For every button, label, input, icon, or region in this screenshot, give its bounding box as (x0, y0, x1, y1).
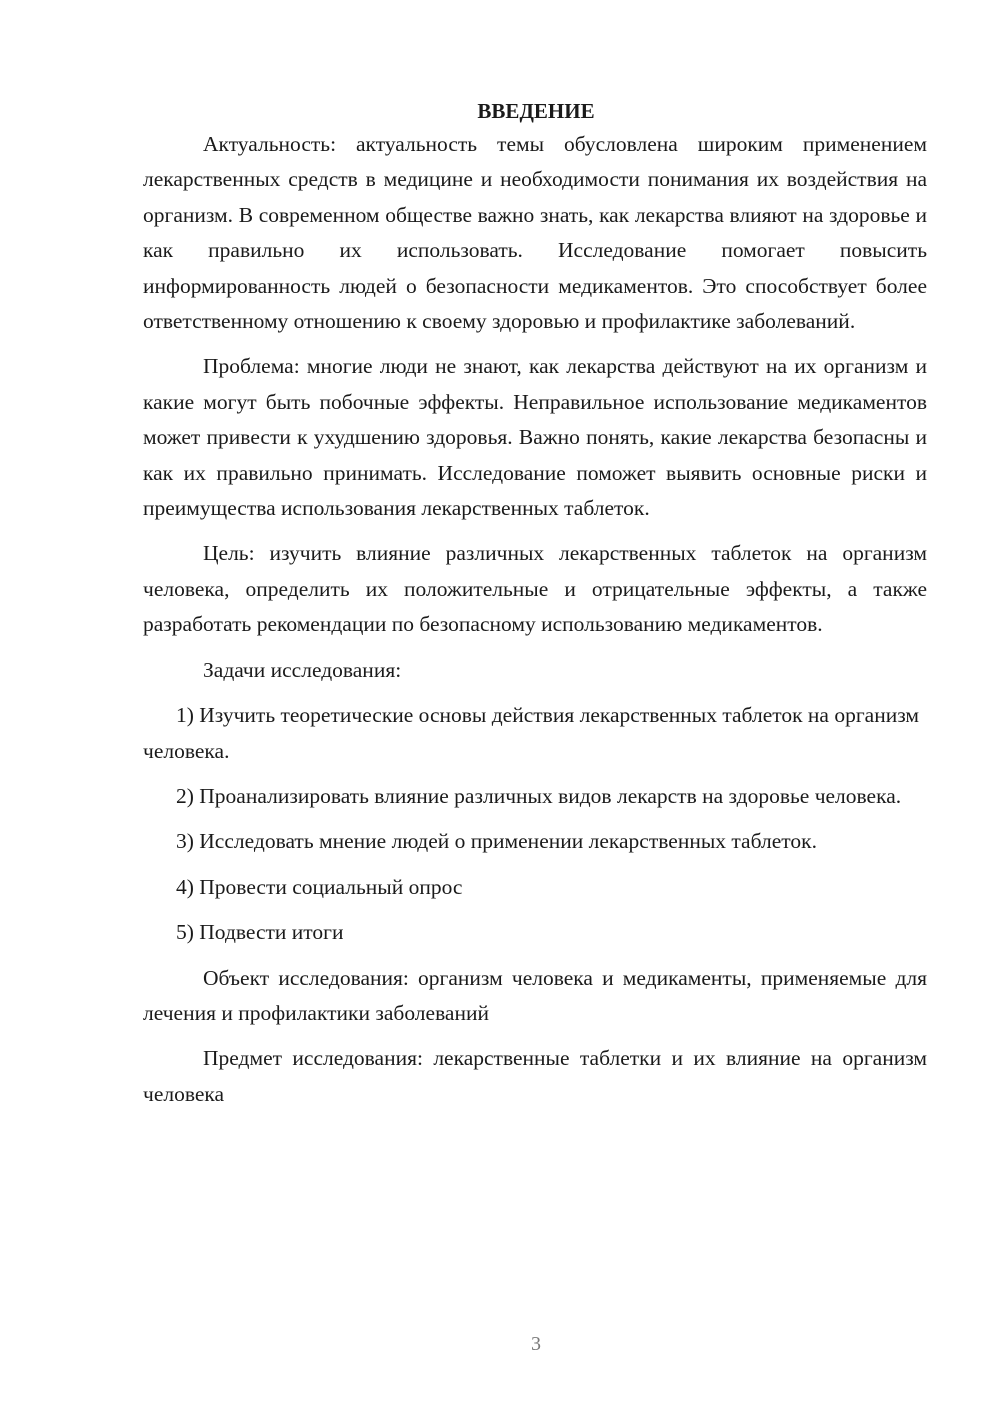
document-page (143, 96, 927, 1122)
task-item: 4) Провести социальный опрос (176, 874, 463, 899)
task-item: 3) Исследовать мнение людей о применении лекарственных таблеток. (176, 829, 817, 854)
task-item: 2) Проанализировать влияние различных видов лекарств на здоровье человека. (176, 783, 902, 808)
subject-paragraph: Предмет исследования: лекарственные таблетки и их влияние на организм человека (143, 1046, 927, 1106)
problem-paragraph: Проблема: многие люди не знают, как лекарства действуют на их организм и какие могут быть побочные эффекты. Неправильное использование медикаментов может привести к ухудшению здоровья. Важно понять, какие лекарства безопасны и как их правильно принимать. Исследование поможет выявить основные риски и преимущества использования лекарственных таблеток. (143, 354, 927, 521)
object-paragraph: Объект исследования: организм человека и медикаменты, применяемые для лечения и профилактики заболеваний (143, 965, 927, 1025)
page-title: ВВЕДЕНИЕ (477, 99, 595, 123)
relevance-paragraph: Актуальность: актуальность темы обусловлена широким применением лекарственных средств в медицине и необходимости понимания их воздействия на организм. В современном обществе важно знать, как лекарства влияют на здоровье и как правильно их использовать. Исследование помогает повысить информированность людей о безопасности медикаментов. Это способствует более ответственному отношению к своему здоровью и профилактике заболеваний. (143, 132, 927, 334)
task-item: 1) Изучить теоретические основы действия лекарственных таблеток на организм человека. (143, 703, 920, 763)
tasks-heading: Задачи исследования: (203, 657, 402, 682)
goal-paragraph: Цель: изучить влияние различных лекарственных таблеток на организм человека, определить их положительные и отрицательные эффекты, а также разработать рекомендации по безопасному использованию медикаментов. (143, 541, 927, 637)
page-number: 3 (531, 1333, 541, 1355)
task-item: 5) Подвести итоги (176, 920, 344, 945)
